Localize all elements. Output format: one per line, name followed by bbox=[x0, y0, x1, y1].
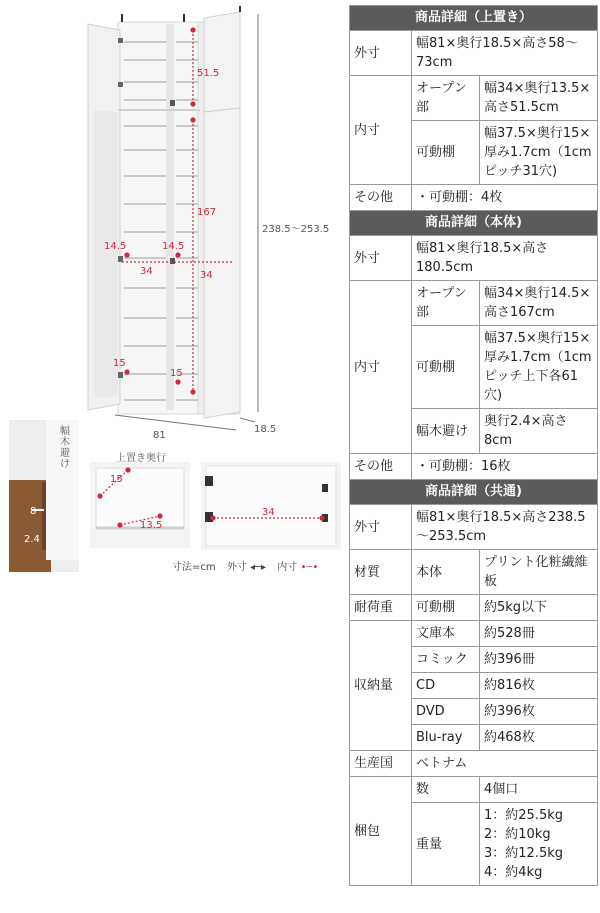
dim-bottom-depth-left: 15 bbox=[113, 358, 126, 369]
spec-top-outer-value: 幅81×奥行18.5×高さ58～73cm bbox=[412, 31, 598, 76]
spec-load-label: 耐荷重 bbox=[350, 595, 412, 621]
spec-storage-value: 約816枚 bbox=[480, 673, 598, 699]
dim-baseboard-height: 8 bbox=[30, 506, 37, 517]
spec-common-outer-label: 外寸 bbox=[350, 505, 412, 550]
spec-count-label: 数 bbox=[412, 777, 480, 803]
spec-section-top bbox=[349, 5, 598, 886]
legend-inner: 内寸 bbox=[277, 562, 298, 573]
dim-bottom-depth-right: 15 bbox=[170, 368, 183, 379]
spec-body-open-label: オープン部 bbox=[412, 281, 480, 326]
spec-weight-item: 4：約4kg bbox=[484, 865, 543, 880]
spec-top-open-label: オープン部 bbox=[412, 76, 480, 121]
spec-origin-value: ベトナム bbox=[412, 751, 598, 777]
spec-body-outer-label: 外寸 bbox=[350, 236, 412, 281]
dim-top-depth-15: 15 bbox=[110, 474, 123, 485]
spec-body-outer-value: 幅81×奥行18.5×高さ180.5cm bbox=[412, 236, 598, 281]
spec-storage-value: 約468枚 bbox=[480, 725, 598, 751]
dim-shelf-depth-left: 14.5 bbox=[104, 241, 127, 252]
spec-top-title: 商品詳細（上置き） bbox=[350, 6, 598, 31]
spec-body-other-label: その他 bbox=[350, 454, 412, 480]
spec-top-shelf-label: 可動棚 bbox=[412, 121, 480, 185]
dim-top-open: 51.5 bbox=[197, 68, 220, 79]
spec-storage-value: 約396枚 bbox=[480, 699, 598, 725]
spec-weight-item: 2：約10kg bbox=[484, 827, 551, 842]
dim-depth: 18.5 bbox=[254, 424, 277, 435]
spec-body-base-value: 奥行2.4×高さ8cm bbox=[480, 409, 598, 454]
dim-main-open: 167 bbox=[197, 207, 217, 218]
spec-load-sub: 可動棚 bbox=[412, 595, 480, 621]
spec-material-value: プリント化粧繊維板 bbox=[480, 550, 598, 595]
spec-load-value: 約5kg以下 bbox=[480, 595, 598, 621]
dim-inner-width-left: 34 bbox=[140, 266, 153, 277]
dim-total-height: 238.5～253.5 bbox=[262, 224, 330, 235]
dim-width: 81 bbox=[153, 430, 166, 441]
spec-material-label: 材質 bbox=[350, 550, 412, 595]
spec-top-other-value: ・可動棚：4枚 bbox=[412, 185, 598, 211]
legend-outer: 外寸 bbox=[226, 562, 247, 573]
spec-weight-item: 3：約12.5kg bbox=[484, 846, 563, 861]
spec-body-shelf-value: 幅37.5×奥行15×厚み1.7cm（1cmピッチ上下各61穴) bbox=[480, 326, 598, 409]
spec-common-title: 商品詳細（共通) bbox=[350, 480, 598, 505]
spec-storage-key: コミック bbox=[412, 647, 480, 673]
spec-common-outer-value: 幅81×奥行18.5×高さ238.5～253.5cm bbox=[412, 505, 598, 550]
dim-top-depth-13-5: 13.5 bbox=[140, 520, 163, 531]
dim-shelf-depth-right: 14.5 bbox=[162, 241, 185, 252]
spec-weight-item: 1：約25.5kg bbox=[484, 808, 563, 823]
spec-origin-label: 生産国 bbox=[350, 751, 412, 777]
spec-weight-values bbox=[480, 803, 598, 886]
spec-storage-key: DVD bbox=[412, 699, 480, 725]
spec-count-value: 4個口 bbox=[480, 777, 598, 803]
spec-pack-label: 梱包 bbox=[350, 777, 412, 886]
spec-body-title: 商品詳細（本体) bbox=[350, 211, 598, 236]
dim-inner-34: 34 bbox=[262, 507, 275, 518]
spec-body-inner-label: 内寸 bbox=[350, 281, 412, 454]
spec-storage-key: Blu-ray bbox=[412, 725, 480, 751]
legend-outer-arrow-icon: ◂─▸ bbox=[250, 562, 267, 573]
spec-body-open-value: 幅34×奥行14.5×高さ167cm bbox=[480, 281, 598, 326]
spec-storage-key: 文庫本 bbox=[412, 621, 480, 647]
spec-storage-value: 約396冊 bbox=[480, 647, 598, 673]
spec-storage-value: 約528冊 bbox=[480, 621, 598, 647]
spec-weight-label: 重量 bbox=[412, 803, 480, 886]
spec-top-other-label: その他 bbox=[350, 185, 412, 211]
spec-storage-key: CD bbox=[412, 673, 480, 699]
spec-top-shelf-value: 幅37.5×奥行15×厚み1.7cm（1cmピッチ31穴) bbox=[480, 121, 598, 185]
spec-storage-label: 収納量 bbox=[350, 621, 412, 751]
legend-inner-dots-icon: •┄• bbox=[300, 562, 319, 573]
dimension-legend bbox=[172, 558, 318, 573]
dim-baseboard-depth: 2.4 bbox=[24, 534, 40, 545]
spec-body-other-value: ・可動棚：16枚 bbox=[412, 454, 598, 480]
legend-unit: 寸法=cm bbox=[172, 562, 216, 573]
top-depth-caption: 上置き奥行 bbox=[116, 453, 166, 464]
spec-body-base-label: 幅木避け bbox=[412, 409, 480, 454]
spec-table-top bbox=[349, 5, 598, 886]
spec-top-open-value: 幅34×奥行13.5×高さ51.5cm bbox=[480, 76, 598, 121]
spec-material-sub: 本体 bbox=[412, 550, 480, 595]
baseboard-label: 幅木避け bbox=[60, 426, 70, 470]
dim-inner-width-right: 34 bbox=[200, 270, 213, 281]
spec-top-inner-label: 内寸 bbox=[350, 76, 412, 185]
spec-body-shelf-label: 可動棚 bbox=[412, 326, 480, 409]
spec-top-outer-label: 外寸 bbox=[350, 31, 412, 76]
